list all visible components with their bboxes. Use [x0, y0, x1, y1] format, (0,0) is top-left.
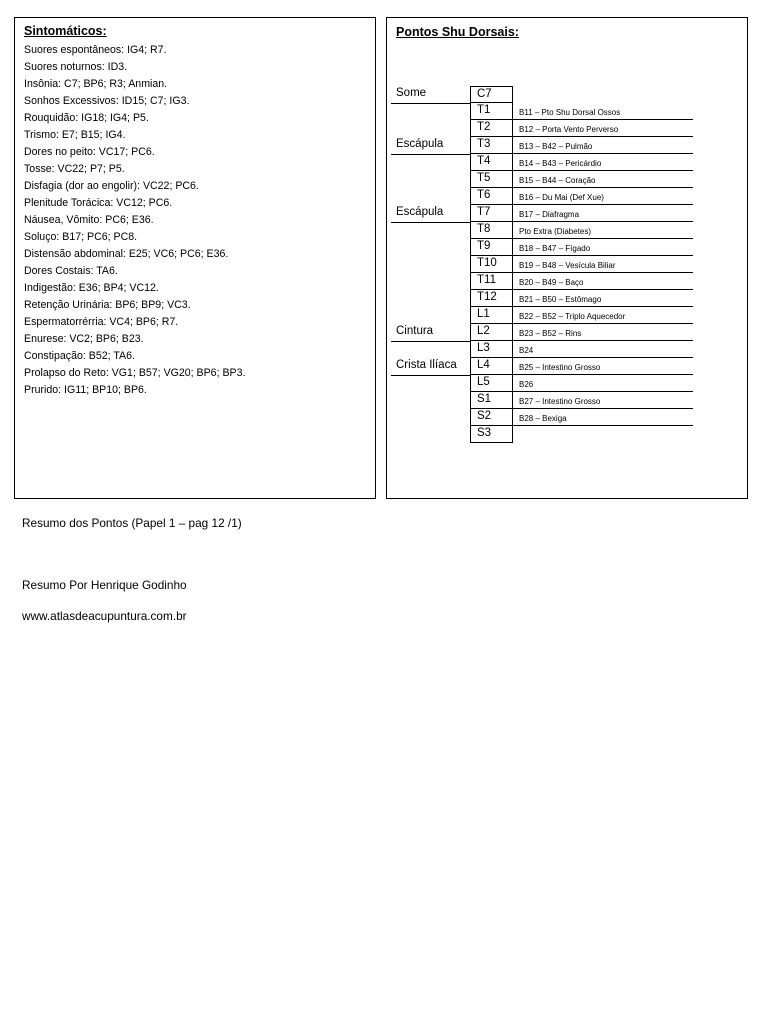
vertebra-cell: S2	[470, 409, 513, 426]
symptom-item: Trismo: E7; B15; IG4.	[24, 129, 126, 141]
website-url: www.atlasdeacupuntura.com.br	[22, 609, 187, 623]
point-description: B28 – Bexiga	[513, 409, 693, 426]
symptom-item: Tosse: VC22; P7; P5.	[24, 163, 125, 175]
point-description: B22 – B52 – Triplo Aquecedor	[513, 307, 693, 324]
point-description: B17 – Diafragma	[513, 205, 693, 222]
region-underline	[391, 375, 470, 376]
symptom-item: Dores no peito: VC17; PC6.	[24, 146, 155, 158]
vertebra-cell: L2	[470, 324, 513, 341]
vertebra-cell: T3	[470, 137, 513, 154]
point-description: B18 – B47 – Fígado	[513, 239, 693, 256]
vertebra-cell: T11	[470, 273, 513, 290]
region-label: Escápula	[396, 206, 444, 218]
symptom-item: Suores noturnos: ID3.	[24, 61, 128, 73]
vertebra-cell: C7	[470, 86, 513, 103]
shu-points-table	[387, 18, 747, 498]
symptom-item: Sonhos Excessivos: ID15; C7; IG3.	[24, 95, 190, 107]
symptom-list	[24, 42, 245, 399]
region-label: Crista Ilíaca	[396, 359, 457, 371]
vertebra-cell: T6	[470, 188, 513, 205]
summary-title: Resumo dos Pontos (Papel 1 – pag 12 /1)	[22, 516, 242, 530]
symptom-item: Prurido: IG11; BP10; BP6.	[24, 384, 147, 396]
point-description: B24	[513, 341, 693, 358]
point-description: B27 – Intestino Grosso	[513, 392, 693, 409]
region-underline	[391, 103, 470, 104]
author-credit: Resumo Por Henrique Godinho	[22, 578, 187, 592]
shu-points-title: Pontos Shu Dorsais:	[396, 25, 519, 39]
region-label: Escápula	[396, 138, 444, 150]
point-description: B12 – Porta Vento Perverso	[513, 120, 693, 137]
symptom-item: Enurese: VC2; BP6; B23.	[24, 333, 144, 345]
point-description: B20 – B49 – Baço	[513, 273, 693, 290]
vertebra-cell: L3	[470, 341, 513, 358]
symptom-item: Soluço: B17; PC6; PC8.	[24, 231, 138, 243]
symptom-item: Disfagia (dor ao engolir): VC22; PC6.	[24, 180, 199, 192]
vertebra-cell: T1	[470, 103, 513, 120]
point-description: Pto Extra (Diabetes)	[513, 222, 693, 239]
symptoms-title: Sintomáticos:	[24, 24, 107, 38]
point-description: B15 – B44 – Coração	[513, 171, 693, 188]
vertebra-cell: T4	[470, 154, 513, 171]
region-underline	[391, 341, 470, 342]
symptom-item: Rouquidão: IG18; IG4; P5.	[24, 112, 149, 124]
vertebra-cell: L1	[470, 307, 513, 324]
vertebra-cell: T5	[470, 171, 513, 188]
vertebra-cell: S3	[470, 426, 513, 443]
symptom-item: Distensão abdominal: E25; VC6; PC6; E36.	[24, 248, 229, 260]
symptoms-panel	[14, 17, 376, 499]
vertebra-cell: T10	[470, 256, 513, 273]
symptom-item: Insônia: C7; BP6; R3; Anmian.	[24, 78, 168, 90]
vertebra-cell: T12	[470, 290, 513, 307]
shu-points-panel	[386, 17, 748, 499]
point-description: B11 – Pto Shu Dorsal Ossos	[513, 103, 693, 120]
symptom-item: Constipação: B52; TA6.	[24, 350, 135, 362]
vertebra-cell: T8	[470, 222, 513, 239]
point-description: B13 – B42 – Pulmão	[513, 137, 693, 154]
point-description: B25 – Intestino Grosso	[513, 358, 693, 375]
vertebra-cell: L5	[470, 375, 513, 392]
point-description: B19 – B48 – Vesícula Biliar	[513, 256, 693, 273]
point-description: B26	[513, 375, 693, 392]
vertebra-cell: L4	[470, 358, 513, 375]
vertebra-cell: S1	[470, 392, 513, 409]
symptom-item: Prolapso do Reto: VG1; B57; VG20; BP6; BP3.	[24, 367, 246, 379]
region-underline	[391, 222, 470, 223]
symptom-item: Dores Costais: TA6.	[24, 265, 118, 277]
symptom-item: Plenitude Torácica: VC12; PC6.	[24, 197, 173, 209]
region-label: Cintura	[396, 325, 434, 337]
vertebra-cell: T2	[470, 120, 513, 137]
region-underline	[391, 154, 470, 155]
symptom-item: Espermatorrérria: VC4; BP6; R7.	[24, 316, 179, 328]
point-description: B21 – B50 – Estômago	[513, 290, 693, 307]
point-description: B23 – B52 – Rins	[513, 324, 693, 341]
vertebra-cell: T7	[470, 205, 513, 222]
symptom-item: Retenção Urinária: BP6; BP9; VC3.	[24, 299, 191, 311]
point-description: B14 – B43 – Pericárdio	[513, 154, 693, 171]
symptom-item: Suores espontâneos: IG4; R7.	[24, 44, 167, 56]
region-label: Some	[396, 87, 427, 99]
point-description: B16 – Du Mai (Def Xue)	[513, 188, 693, 205]
vertebra-cell: T9	[470, 239, 513, 256]
symptom-item: Indigestão: E36; BP4; VC12.	[24, 282, 159, 294]
symptom-item: Náusea, Vômito: PC6; E36.	[24, 214, 154, 226]
